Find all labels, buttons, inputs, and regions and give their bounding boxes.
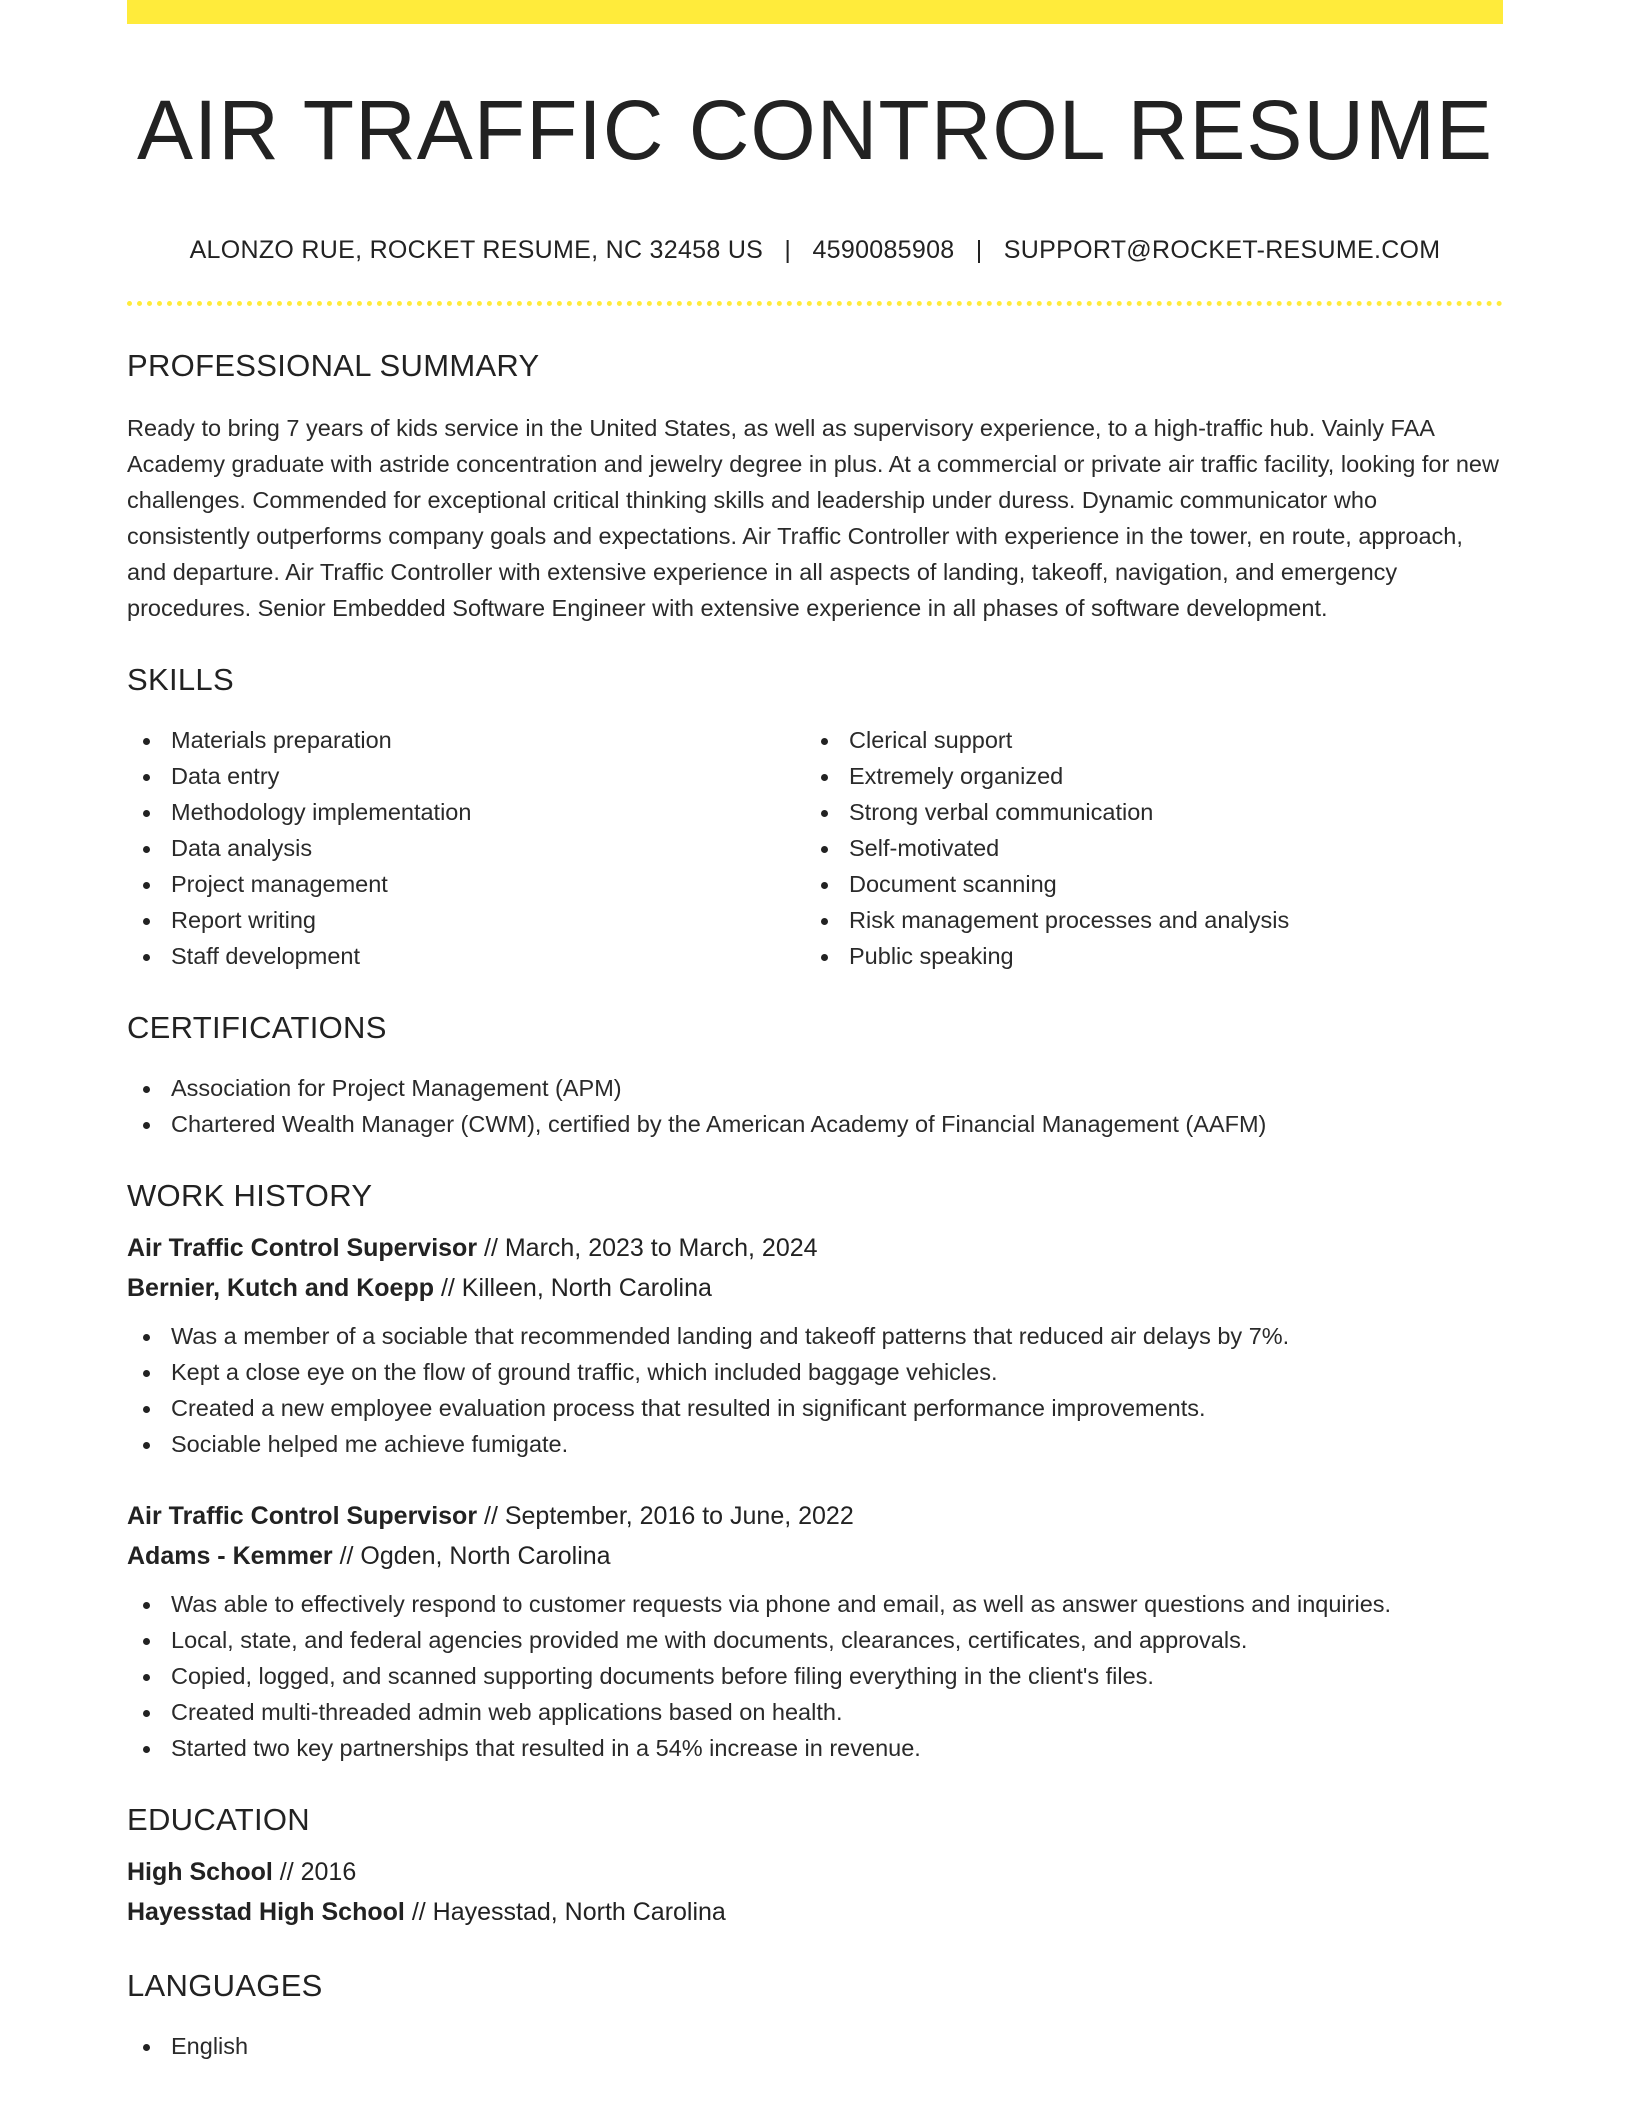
job-bullet: Sociable helped me achieve fumigate. <box>127 1426 1503 1462</box>
skills-column-left <box>127 722 805 974</box>
job-entry <box>127 1496 1503 1766</box>
skill-item: Clerical support <box>805 722 1483 758</box>
skill-item: Data entry <box>127 758 805 794</box>
skill-item: Materials preparation <box>127 722 805 758</box>
job-bullet: Kept a close eye on the flow of ground traffic, which included baggage vehicles. <box>127 1354 1503 1390</box>
job-bullet: Was able to effectively respond to customer requests via phone and email, as well as answer questions and inquiries. <box>127 1586 1503 1622</box>
work-history-section <box>127 1178 1503 1766</box>
certifications-section <box>127 1010 1503 1142</box>
job-company-line <box>127 1268 1503 1308</box>
contact-line <box>127 236 1503 265</box>
skill-item: Project management <box>127 866 805 902</box>
languages-section <box>127 1968 1503 2064</box>
skill-item: Document scanning <box>805 866 1483 902</box>
resume-title: AIR TRAFFIC CONTROL RESUME <box>136 83 1494 177</box>
skill-item: Staff development <box>127 938 805 974</box>
job-entry <box>127 1228 1503 1462</box>
job-location: // Killeen, North Carolina <box>440 1274 712 1303</box>
skills-column-right <box>805 722 1483 974</box>
education-degree-line <box>127 1852 1503 1892</box>
skill-item: Extremely organized <box>805 758 1483 794</box>
contact-email: SUPPORT@ROCKET-RESUME.COM <box>1003 236 1441 265</box>
job-dates: // September, 2016 to June, 2022 <box>484 1502 854 1531</box>
languages-heading: LANGUAGES <box>127 1968 323 2004</box>
job-bullet: Started two key partnerships that resulted in a 54% increase in revenue. <box>127 1730 1503 1766</box>
job-title-line <box>127 1228 1503 1268</box>
job-bullet: Copied, logged, and scanned supporting documents before filing everything in the client's files. <box>127 1658 1503 1694</box>
skill-item: Self-motivated <box>805 830 1483 866</box>
job-title: Air Traffic Control Supervisor <box>127 1234 478 1263</box>
job-company: Adams - Kemmer <box>127 1542 333 1571</box>
education-school-line <box>127 1892 1503 1932</box>
skill-item: Methodology implementation <box>127 794 805 830</box>
education-year: // 2016 <box>279 1858 357 1887</box>
work-history-heading: WORK HISTORY <box>127 1178 373 1214</box>
job-company-line <box>127 1536 1503 1576</box>
job-company: Bernier, Kutch and Koepp <box>127 1274 434 1303</box>
resume-page <box>127 0 1503 2064</box>
skill-item: Strong verbal communication <box>805 794 1483 830</box>
job-bullet: Created a new employee evaluation process that resulted in significant performance improvements. <box>127 1390 1503 1426</box>
education-heading: EDUCATION <box>127 1802 310 1838</box>
job-bullet: Was a member of a sociable that recommended landing and takeoff patterns that reduced air delays by 7%. <box>127 1318 1503 1354</box>
job-title-line <box>127 1496 1503 1536</box>
skills-section <box>127 662 1503 974</box>
certification-item: Association for Project Management (APM) <box>127 1070 1503 1106</box>
summary-text: Ready to bring 7 years of kids service in the United States, as well as supervisory experience, to a high-traffic hub. Vainly FAA Academy graduate with astride concentration and jewelry degree in plus. At a commercial or private air traffic facility, looking for new challenges. Commended for exceptional critical thinking skills and leadership under duress. Dynamic communicator who consistently outperforms company goals and expectations. Air Traffic Controller with experience in the tower, en route, approach, and departure. Air Traffic Controller with extensive experience in all aspects of landing, takeoff, navigation, and emergency procedures. Senior Embedded Software Engineer with extensive experience in all phases of software development. <box>127 415 1499 622</box>
contact-phone: 4590085908 <box>812 236 955 265</box>
job-bullet: Created multi-threaded admin web applications based on health. <box>127 1694 1503 1730</box>
job-dates: // March, 2023 to March, 2024 <box>484 1234 818 1263</box>
contact-separator: | <box>784 236 792 265</box>
top-accent-bar <box>127 0 1503 24</box>
skills-grid <box>127 722 1503 974</box>
education-degree: High School <box>127 1858 273 1887</box>
contact-separator: | <box>975 236 983 265</box>
job-location: // Ogden, North Carolina <box>339 1542 611 1571</box>
contact-address: ALONZO RUE, ROCKET RESUME, NC 32458 US <box>189 236 764 265</box>
education-school: Hayesstad High School <box>127 1898 405 1927</box>
skill-item: Data analysis <box>127 830 805 866</box>
dotted-divider <box>127 301 1503 306</box>
language-item: English <box>127 2028 1503 2064</box>
skill-item: Risk management processes and analysis <box>805 902 1483 938</box>
skill-item: Report writing <box>127 902 805 938</box>
skill-item: Public speaking <box>805 938 1483 974</box>
summary-heading: PROFESSIONAL SUMMARY <box>127 348 540 384</box>
certifications-heading: CERTIFICATIONS <box>127 1010 387 1046</box>
job-title: Air Traffic Control Supervisor <box>127 1502 478 1531</box>
certification-item: Chartered Wealth Manager (CWM), certified by the American Academy of Financial Management (AAFM) <box>127 1106 1503 1142</box>
education-section <box>127 1802 1503 1932</box>
skills-heading: SKILLS <box>127 662 234 698</box>
education-location: // Hayesstad, North Carolina <box>411 1898 726 1927</box>
job-bullet: Local, state, and federal agencies provided me with documents, clearances, certificates, and approvals. <box>127 1622 1503 1658</box>
